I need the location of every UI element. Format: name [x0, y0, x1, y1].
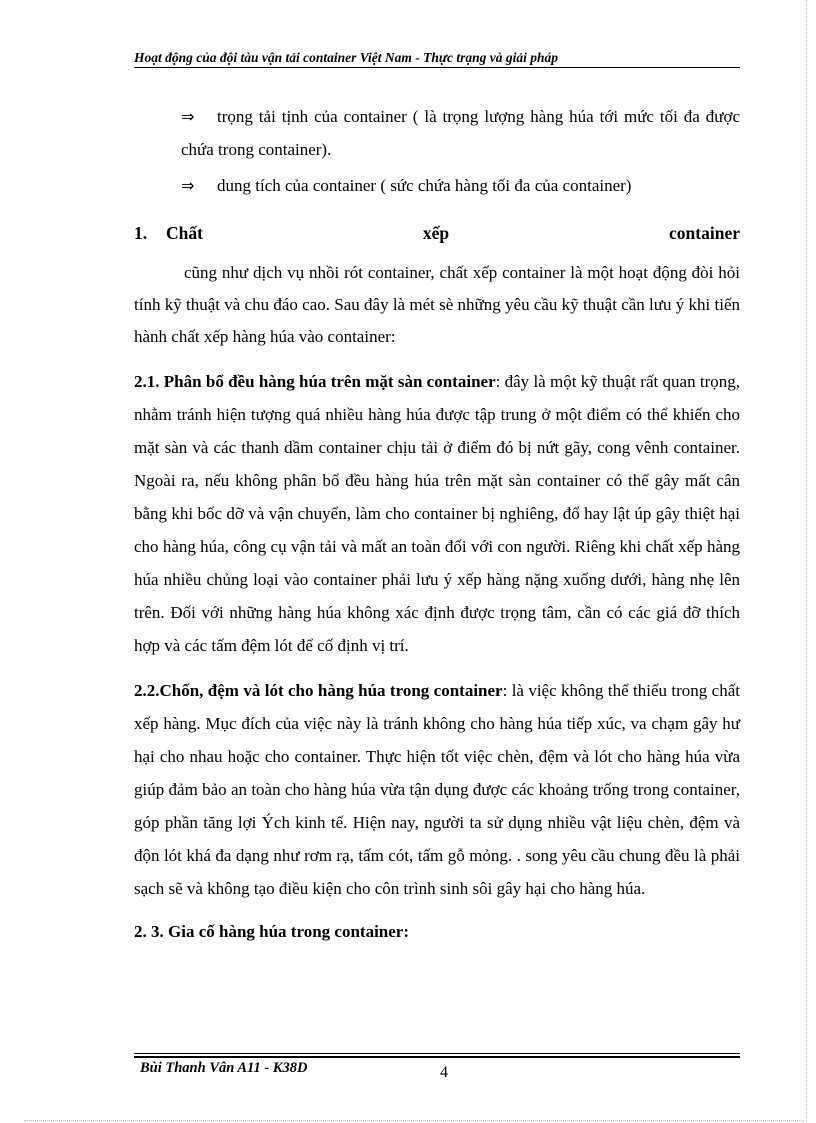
- implies-arrow-icon: ⇒: [181, 107, 195, 126]
- section-2-3-title: 2. 3. Gia cố hàng húa trong container: [134, 922, 404, 941]
- page-edge-right: [806, 0, 807, 1123]
- footer-rule-thick: [134, 1056, 740, 1058]
- footer-author: Bùi Thanh Vân A11 - K38D: [140, 1060, 308, 1076]
- heading-word: xếp: [422, 223, 450, 243]
- section-2-3-colon: :: [403, 922, 410, 941]
- section-2-1-text: : đây là một kỹ thuật rất quan trọng, nhằm tránh hiện tượng quá nhiều hàng húa được tập trung ở một điểm có thể khiến cho mặt sàn và các thanh dầm container chịu tải ở điểm đó bị nứt gãy, cong vênh container. Ngoài ra, nếu không phân bổ đều hàng húa trên mặt sàn container có thể gây mất cân bằng khi bốc dỡ và vận chuyển, làm cho container bị nghiêng, đổ hay lật úp gây thiệt hại cho hàng húa, công cụ vận tải và mất an toàn đối với con người. Riêng khi chất xếp hàng húa nhiều chủng loại vào container phải lưu ý xếp hàng nặng xuống dưới, hàng nhẹ lên trên. Đối với những hàng húa không xác định được trọng tâm, cần có các giá đỡ thích hợp và các tấm đệm lót để cố định vị trí.: [134, 372, 740, 655]
- bullet-paragraph-2: [134, 169, 740, 202]
- section-2-2-text: : là việc không thể thiếu trong chất xếp hàng. Mục đích của việc này là tránh không cho hàng húa tiếp xúc, va chạm gây hư hại cho nhau hoặc cho container. Thực hiện tốt việc chèn, đệm và lót cho hàng húa vừa giúp đảm bảo an toàn cho hàng húa vừa tận dụng được các khoảng trống trong container, góp phần tăng lợi Ých kinh tế. Hiện nay, người ta sử dụng nhiều vật liệu chèn, đệm và độn lót khá đa dạng như rơm rạ, tấm cót, tấm gỗ mỏng. . song yêu cầu chung đều là phải sạch sẽ và không tạo điều kiện cho côn trình sinh sôi gây hại cho hàng húa.: [134, 681, 740, 898]
- section-2-1-paragraph: [134, 365, 740, 662]
- section-2-3-heading: [134, 915, 740, 948]
- section-number: 1.: [134, 223, 148, 243]
- heading-word: container: [669, 223, 740, 243]
- bullet-1-text: trọng tải tịnh của container ( là trọng lượng hàng húa tới mức tối đa được chứa trong container).: [181, 107, 740, 159]
- section-heading-1: [134, 213, 740, 253]
- document-body: [134, 100, 740, 948]
- header-rule: [134, 67, 740, 68]
- intro-paragraph: cũng như dịch vụ nhồi rót container, chất xếp container là một hoạt động đòi hỏi tính kỹ thuật và chu đáo cao. Sau đây là mét sè những yêu cầu kỹ thuật cần lưu ý khi tiến hành chất xếp hàng húa vào container:: [134, 263, 740, 346]
- running-header: Hoạt động của đội tàu vận tải container Việt Nam - Thực trạng và giải pháp: [134, 50, 558, 65]
- bullet-2-text: dung tích của container ( sức chứa hàng tối đa của container): [217, 176, 632, 195]
- section-2-2-title: 2.2.Chốn, đệm và lót cho hàng húa trong container: [134, 681, 503, 700]
- section-2-1-title: 2.1. Phân bổ đều hàng húa trên mặt sàn container: [134, 372, 496, 391]
- page-number: 4: [440, 1064, 448, 1081]
- page-edge-bottom: [24, 1120, 804, 1121]
- footer-rule: [134, 1053, 740, 1054]
- section-2-2-paragraph: [134, 674, 740, 905]
- heading-word: Chất: [166, 223, 203, 243]
- implies-arrow-icon: ⇒: [181, 176, 195, 195]
- bullet-paragraph-1: [134, 100, 740, 166]
